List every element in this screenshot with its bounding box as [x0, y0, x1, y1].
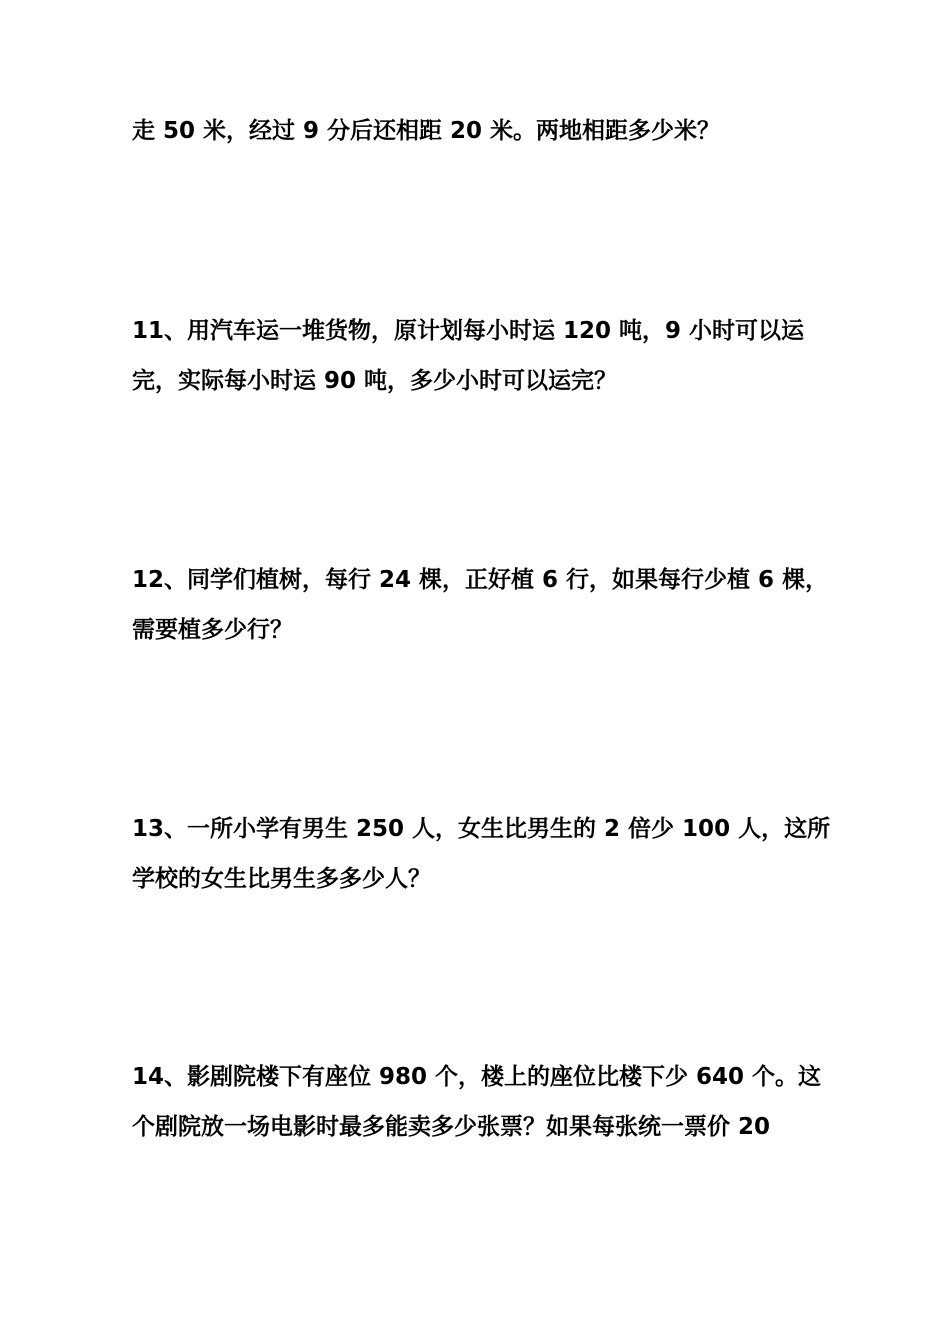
problem-11-line-1: 11、用汽车运一堆货物，原计划每小时运 120 吨，9 小时可以运 [132, 318, 805, 344]
problem-12-line-2: 需要植多少行？ [132, 617, 293, 643]
problem-14-line-2: 个剧院放一场电影时最多能卖多少张票？如果每张统一票价 20 [132, 1114, 771, 1140]
problem-11-line-2: 完，实际每小时运 90 吨，多少小时可以运完？ [132, 368, 618, 394]
problem-14-line-1: 14、影剧院楼下有座位 980 个，楼上的座位比楼下少 640 个。这 [132, 1064, 822, 1090]
problem-10-line-2: 走 50 米，经过 9 分后还相距 20 米。两地相距多少米？ [132, 118, 721, 144]
problem-13-line-2: 学校的女生比男生多多少人？ [132, 866, 431, 892]
problem-13-line-1: 13、一所小学有男生 250 人，女生比男生的 2 倍少 100 人，这所 [132, 816, 831, 842]
problem-12-line-1: 12、同学们植树，每行 24 棵，正好植 6 行，如果每行少植 6 棵， [132, 567, 829, 593]
